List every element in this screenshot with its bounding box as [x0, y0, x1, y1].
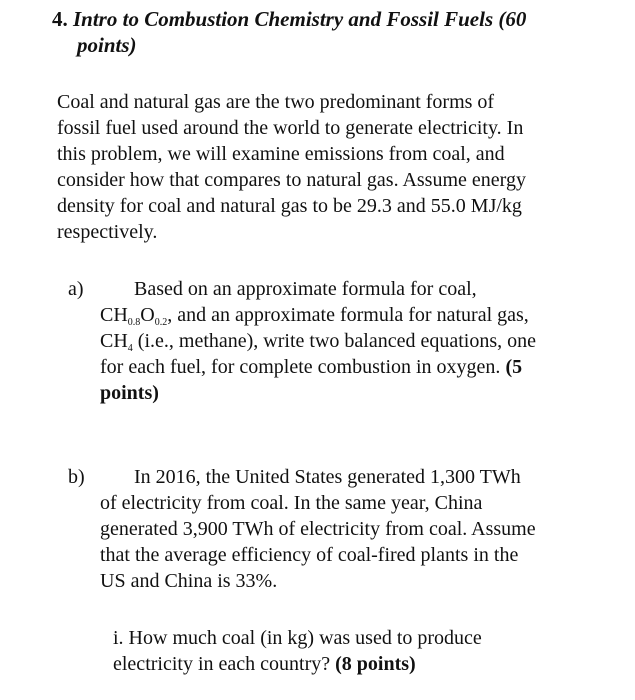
intro-line: consider how that compares to natural gas. Assume energy	[57, 169, 526, 191]
sub-question-line: i. How much coal (in kg) was used to produce	[113, 627, 482, 649]
problem-number: 4.	[52, 7, 68, 31]
part-a	[68, 276, 608, 416]
coal-formula-o-subscript: 0.2	[154, 317, 168, 328]
part-b	[68, 464, 608, 604]
part-a-points-continued: points)	[100, 382, 159, 404]
problem-title-continued: points)	[77, 33, 137, 57]
part-b-line: generated 3,900 TWh of electricity from coal. Assume	[100, 518, 536, 540]
sub-question-i	[113, 625, 583, 677]
part-a-line	[100, 380, 580, 406]
part-a-line-rest: , and an approximate formula for natural gas,	[167, 304, 529, 326]
part-a-body	[100, 276, 580, 406]
part-b-line: In 2016, the United States generated 1,300 TWh	[134, 466, 521, 488]
coal-formula-ch: CH	[100, 304, 128, 326]
part-a-line: Based on an approximate formula for coal,	[134, 278, 477, 300]
sub-question-line	[113, 651, 583, 677]
sub-question-text: electricity in each country?	[113, 653, 336, 675]
intro-line: respectively.	[57, 221, 158, 243]
coal-formula-o: O	[140, 304, 155, 326]
intro-line: Coal and natural gas are the two predominant forms of	[57, 91, 495, 113]
part-a-marker: a)	[68, 278, 84, 300]
intro-paragraph	[57, 89, 602, 245]
coal-formula-h-subscript: 0.8	[127, 317, 141, 328]
part-a-methane-line	[100, 328, 580, 354]
sub-question-points: (8 points)	[335, 653, 416, 675]
intro-line: this problem, we will examine emissions from coal, and	[57, 143, 505, 165]
part-a-formula-line	[100, 302, 580, 328]
problem-heading	[52, 6, 612, 58]
part-a-points: (5	[505, 356, 523, 378]
intro-line: fossil fuel used around the world to generate electricity. In	[57, 117, 524, 139]
methane-formula-ch: CH	[100, 330, 128, 352]
part-b-marker: b)	[68, 466, 85, 488]
methane-formula-subscript: 4	[127, 343, 133, 354]
problem-title: Intro to Combustion Chemistry and Fossil Fuels (60	[73, 7, 527, 31]
part-a-line-text: for each fuel, for complete combustion in oxygen.	[100, 356, 506, 378]
intro-line: density for coal and natural gas to be 29.3 and 55.0 MJ/kg	[57, 195, 522, 217]
part-b-line: of electricity from coal. In the same year, China	[100, 492, 483, 514]
part-b-body	[100, 464, 580, 594]
part-a-line-rest: (i.e., methane), write two balanced equations, one	[132, 330, 536, 352]
part-a-line	[100, 354, 580, 380]
part-b-line: US and China is 33%.	[100, 570, 278, 592]
part-b-line: that the average efficiency of coal-fired plants in the	[100, 544, 519, 566]
